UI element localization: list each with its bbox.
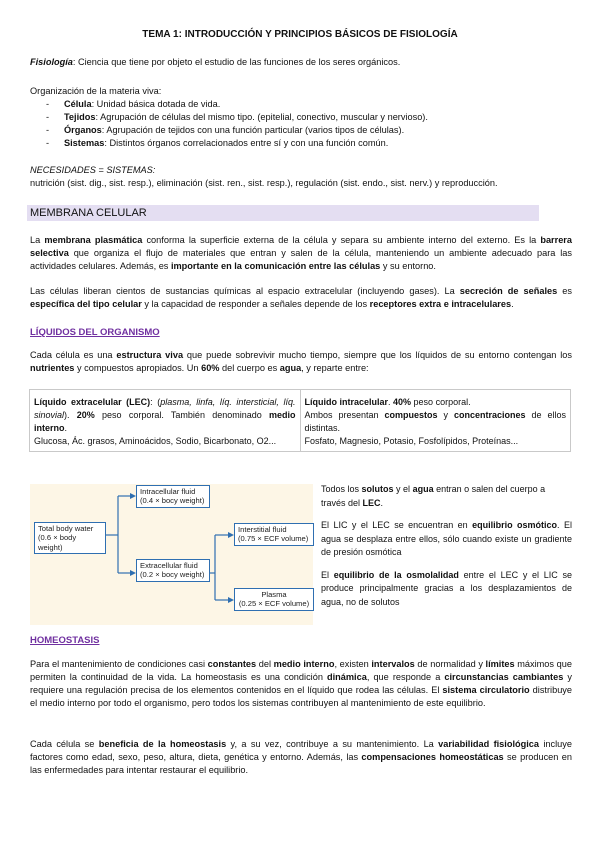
liquidos-side-notes xyxy=(321,483,572,618)
fisiologia-definition: Fisiología: Ciencia que tiene por objeto el estudio de las funciones de los seres orgánicos. xyxy=(30,57,401,67)
liquidos-paragraph: Cada célula es una estructura viva que puede sobrevivir mucho tiempo, siempre que los líquidos de su entorno contengan los nutrientes y compuestos apropiados. Un 60% del cuerpo es agua, y reparte entre: xyxy=(30,350,572,374)
liquidos-table xyxy=(29,389,571,452)
organizacion-heading: Organización de la materia viva: xyxy=(30,86,162,96)
extracellular-fluid-node: Extracellular fluid (0.2 × bocy weight) xyxy=(136,559,210,582)
lec-cell: Líquido extracelular (LEC): (plasma, linfa, líq. intersticial, líq. sinovial). 20% peso corporal. También denominado medio interno. Glucosa, Ác. grasos, Aminoácidos, Sodio, Bicarbonato, O2... xyxy=(30,390,301,452)
list-item: - Tejidos: Agrupación de células del mismo tipo. (epitelial, conectivo, muscular y nervioso). xyxy=(30,111,572,124)
membrana-heading: MEMBRANA CELULAR xyxy=(27,205,539,221)
total-body-water-node: Total body water (0.6 × body weight) xyxy=(34,522,106,554)
list-item: - Célula: Unidad básica dotada de vida. xyxy=(30,98,572,111)
body-water-diagram xyxy=(30,484,313,625)
plasma-node: Plasma (0.25 × ECF volume) xyxy=(234,588,314,611)
interstitial-fluid-node: Interstitial fluid (0.75 × ECF volume) xyxy=(234,523,314,546)
necesidades-heading: NECESIDADES = SISTEMAS: xyxy=(30,165,156,175)
lic-cell: Líquido intracelular. 40% peso corporal. Ambos presentan compuestos y concentraciones de ellos distintas. Fosfato, Magnesio, Potasio, Fosfolípidos, Proteínas... xyxy=(300,390,571,452)
organizacion-list xyxy=(30,98,572,150)
side-note-1: Todos los solutos y el agua entran o salen del cuerpo a través del LEC. xyxy=(321,484,546,508)
list-item: - Órganos: Agrupación de tejidos con una función particular (varios tipos de células). xyxy=(30,124,572,137)
side-note-2: El LIC y el LEC se encuentran en equilibrio osmótico. El agua se desplaza entre ellos, sólo cuando existe un gradiente de presión osmótica xyxy=(321,520,572,557)
organizacion-section xyxy=(30,85,572,150)
liquidos-heading: LÍQUIDOS DEL ORGANISMO xyxy=(30,327,160,338)
membrana-paragraph-2: Las células liberan cientos de sustancias químicas al espacio extracelular (incluyendo gases). La secreción de señales es específica del tipo celular y la capacidad de responder a señales depende de los receptores extra e intracelulares. xyxy=(30,286,572,310)
intracellular-fluid-node: Intracellular fluid (0.4 × bocy weight) xyxy=(136,485,210,508)
necesidades-text: nutrición (sist. dig., sist. resp.), eliminación (sist. ren., sist. resp.), regulación (sist. endo., sist. nerv.) y reproducción. xyxy=(30,178,498,189)
homeostasis-paragraph-2: Cada célula se beneficia de la homeostasis y, a su vez, contribuye a su mantenimiento. La variabilidad fisiológica incluye factores como edad, sexo, peso, altura, dieta, genética y entorno. Además, las compensaciones homeostáticas se producen en las enfermedades para intentar restaurar el equilibrio. xyxy=(30,739,572,776)
membrana-paragraph-1: La membrana plasmática conforma la superficie externa de la célula y separa su ambiente interno del externo. Es la barrera selectiva que organiza el flujo de materiales que entran y salen de la célula, manteniendo un ambiente adecuado para las actividades celulares. Además, es importante en la comunicación entre las células y su entorno. xyxy=(30,235,572,272)
list-item: - Sistemas: Distintos órganos correlacionados entre sí y con una función común. xyxy=(30,137,572,150)
homeostasis-paragraph-1: Para el mantenimiento de condiciones casi constantes del medio interno, existen intervalos de normalidad y límites máximos que permiten la continuidad de la vida. La homeostasis es una condición dinámica, que responde a circunstancias cambiantes y requiere una regulación precisa de los elementos contenidos en el líquido que rodea las células. El sistema circulatorio distribuye el medio interno por todo el organismo, pero todos los sistemas contribuyen al mantenimiento de este equilibrio. xyxy=(30,659,573,709)
necesidades-section xyxy=(30,164,572,190)
side-note-3: El equilibrio de la osmolalidad entre el LEC y el LIC se produce principalmente gracias a los desplazamientos de agua, no de solutos xyxy=(321,569,572,607)
page-title: TEMA 1: INTRODUCCIÓN Y PRINCIPIOS BÁSICOS DE FISIOLOGÍA xyxy=(142,29,458,40)
homeostasis-heading: HOMEOSTASIS xyxy=(30,635,100,646)
